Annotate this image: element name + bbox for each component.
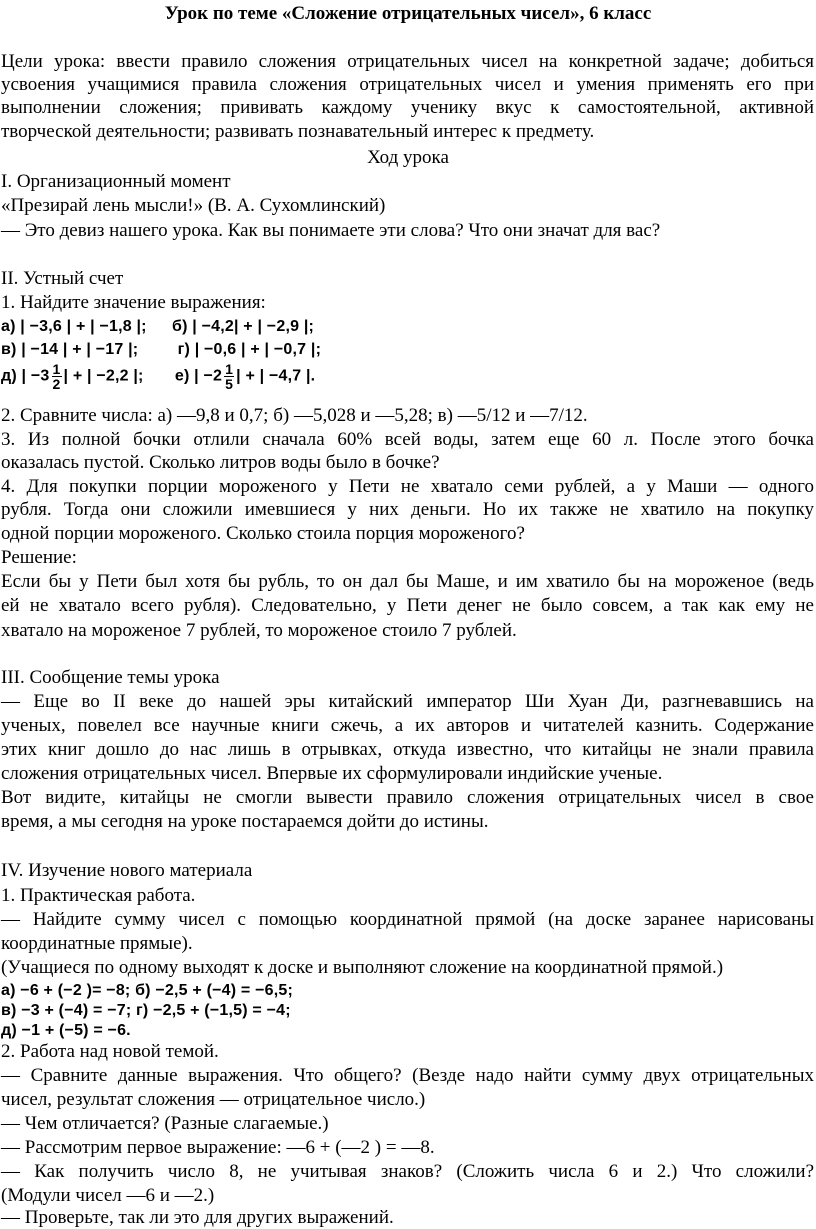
- expression-b: б) | −4,2| + | −2,9 |;: [172, 318, 315, 335]
- how-line-2: (Модули чисел —6 и —2.): [1, 1185, 215, 1206]
- history-line-6: время, а мы сегодня на уроке постараемся дойти до истины.: [1, 811, 489, 832]
- solution-line-2: ей не хватало всего рубля). Следовательно, у Пети денег не было совсем, а так как ему не: [1, 595, 814, 616]
- task4-line-1: 4. Для покупки порции мороженого у Пети не хватало семи рублей, а у Маши — одного: [1, 476, 814, 497]
- section2-heading: II. Устный счет: [1, 268, 124, 289]
- first-expression-line: — Рассмотрим первое выражение: —6 + (—2 ) = —8.: [1, 1137, 435, 1158]
- students-note: (Учащиеся по одному выходят к доске и выполняют сложение на координатной прямой.): [1, 957, 724, 978]
- how-line-1: — Как получить число 8, не учитывая знаков? (Сложить числа 6 и 2.) Что сложили?: [1, 1161, 814, 1182]
- sum-row-2: в) −3 + (−4) = −7; г) −2,5 + (−1,5) = −4;: [1, 1002, 291, 1019]
- solution-label: Решение:: [1, 547, 77, 568]
- history-line-5: Вот видите, китайцы не смогли вывести правило сложения отрицательных чисел в свое: [1, 787, 814, 808]
- task3-line-1: 3. Из полной бочки отлили сначала 60% всей воды, затем еще 60 л. После этого бочка: [1, 429, 814, 450]
- goals-line-4: творческой деятельности; развивать познавательный интерес к предмету.: [1, 121, 595, 142]
- lesson-flow-heading: Ход урока: [367, 147, 449, 168]
- solution-line-3: хватало на мороженое 7 рублей, то мороженое стоило 7 рублей.: [1, 620, 517, 641]
- compare-line-1: — Сравните данные выражения. Что общего? (Везде надо найти сумму двух отрицательных: [1, 1065, 814, 1086]
- expression-d-end: | + | −2,2 |;: [63, 367, 144, 385]
- section1-heading: I. Организационный момент: [1, 171, 231, 192]
- expression-g: г) | −0,6 | + | −0,7 |;: [177, 341, 322, 358]
- difference-question: — Чем отличается? (Разные слагаемые.): [1, 1113, 329, 1134]
- practical-work-heading: 1. Практическая работа.: [1, 885, 196, 906]
- goals-line-2: усвоения учащимися правила сложения отрицательных чисел и умения применять его при: [1, 74, 814, 95]
- expression-row-2: [1, 338, 321, 361]
- find-sum-line-2: координатные прямые).: [1, 933, 193, 954]
- find-sum-line-1: — Найдите сумму чисел с помощью координатной прямой (на доске заранее нарисованы: [1, 909, 814, 930]
- expression-v: в) | −14 | + | −17 |;: [1, 341, 139, 358]
- motto-quote: «Презирай лень мысли!» (В. А. Сухомлинский): [1, 195, 386, 216]
- expression-a: а) | −3,6 | + | −1,8 |;: [1, 318, 147, 335]
- sum-row-1: а) −6 + (−2 )= −8; б) −2,5 + (−4) = −6,5;: [1, 982, 294, 999]
- expression-e-start: е) | −2: [174, 367, 223, 385]
- section3-heading: III. Сообщение темы урока: [1, 667, 220, 688]
- task1-text: 1. Найдите значение выражения:: [1, 292, 266, 313]
- history-line-2: ученых, повелел все научные книги сжечь, а их авторов и читателей казнить. Содержание: [1, 715, 814, 736]
- document-title: Урок по теме «Сложение отрицательных чисел», 6 класс: [164, 3, 652, 24]
- section4-heading: IV. Изучение нового материала: [1, 860, 253, 881]
- task3-line-2: оказалась пустой. Сколько литров воды было в бочке?: [1, 452, 440, 473]
- solution-line-1: Если бы у Пети был хотя бы рубль, то он дал бы Маше, и им хватило бы на мороженое (ведь: [1, 571, 814, 592]
- fraction-one-half: $\frac{1}{2}$: [52, 361, 61, 392]
- expression-row-1: [1, 315, 314, 338]
- motto-question: — Это девиз нашего урока. Как вы понимаете эти слова? Что они значат для вас?: [1, 220, 661, 241]
- expression-row-3: [1, 362, 315, 391]
- goals-line-1: Цели урока: ввести правило сложения отрицательных чисел на конкретной задаче; добиться: [1, 51, 814, 72]
- expression-e-end: | + | −4,7 |.: [236, 367, 316, 385]
- fraction-one-fifth: $\frac{1}{5}$: [225, 361, 234, 392]
- task4-line-2: рубля. Тогда они сложили имевшиеся у них деньги. Но их также не хватило на покупку: [1, 499, 814, 520]
- history-line-3: этих книг дошло до нас лишь в отрывках, откуда известно, что китайцы не знали правила: [1, 739, 814, 760]
- compare-line-2: чисел, результат сложения — отрицательное число.): [1, 1089, 426, 1110]
- history-line-1: — Еще во II веке до нашей эры китайский император Ши Хуан Ди, разгневавшись на: [1, 691, 814, 712]
- check-line: — Проверьте, так ли это для других выражений.: [1, 1207, 394, 1228]
- goals-line-3: выполнении сложения; прививать каждому ученику вкус к самостоятельной, активной: [1, 97, 814, 118]
- sum-row-3: д) −1 + (−5) = −6.: [1, 1022, 131, 1039]
- task2-text: 2. Сравните числа: а) —9,8 и 0,7; б) —5,028 и —5,28; в) —5/12 и —7/12.: [1, 405, 588, 426]
- task4-line-3: одной порции мороженого. Сколько стоила порция мороженого?: [1, 523, 525, 544]
- new-topic-heading: 2. Работа над новой темой.: [1, 1041, 219, 1062]
- expression-d-start: д) | −3: [1, 367, 50, 385]
- history-line-4: сложения отрицательных чисел. Впервые их сформулировали индийские ученые.: [1, 763, 663, 784]
